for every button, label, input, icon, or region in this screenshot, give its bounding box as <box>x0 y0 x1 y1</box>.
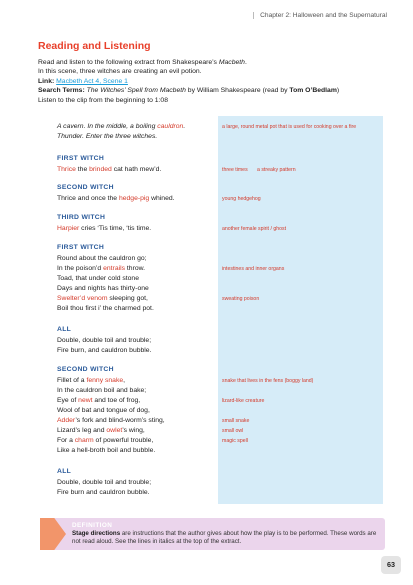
verse-line: Boil thou first i’ the charmed pot. <box>57 305 154 312</box>
stage-text: A cavern. In the middle, a boiling cauldron. <box>57 123 186 130</box>
definition-term: Stage directions <box>72 530 121 537</box>
glossed-word: owlet <box>106 427 123 434</box>
macbeth-link[interactable]: Macbeth Act 4, Scene 1 <box>56 77 128 85</box>
verse-line: Adder’s fork and blind-worm’s sting, small snake <box>57 416 387 426</box>
verse-line: Fire burn and cauldron bubble. <box>57 489 150 496</box>
verse-line: Thrice the brinded cat hath mew’d. three times a streaky pattern <box>57 166 296 173</box>
verse-line: Like a hell-broth boil and bubble. <box>57 447 156 454</box>
intro-block <box>38 58 383 105</box>
glossed-word: cauldron <box>157 123 184 130</box>
glossed-word: Adder <box>57 417 76 424</box>
speaker-heading: SECOND WITCH <box>57 366 114 373</box>
gloss-note: a streaky pattern <box>257 167 296 173</box>
intro-line-1 <box>38 58 383 67</box>
intro-text: . <box>244 59 247 66</box>
gloss-note: a large, round metal pot that is used for cooking over a fire <box>222 124 357 130</box>
verse-line: In the poison’d entrails throw. intestines and inner organs <box>57 264 387 274</box>
gloss-note: small snake <box>222 418 250 424</box>
verse-line: Lizard’s leg and owlet’s wing, small owl <box>57 426 387 436</box>
verse-line: In the cauldron boil and bake; <box>57 387 147 394</box>
speaker-heading: ALL <box>57 326 72 333</box>
search-text: by William Shakespeare (read by <box>185 87 290 95</box>
verse-line: Double, double toil and trouble; <box>57 479 152 486</box>
intro-link-line <box>38 77 383 86</box>
gloss-note: lizard-like creature <box>222 398 265 404</box>
stage-direction-line <box>57 132 387 142</box>
verse-line: Swelter’d venom sleeping got, sweating poison <box>57 294 387 304</box>
definition-text: Stage directions are instructions that the author gives about how the play is to be performed. These words are not read aloud. See the lines in italics at the top of the extract. <box>72 530 377 545</box>
speaker-heading: THIRD WITCH <box>57 214 106 221</box>
gloss-note: young hedgehog <box>222 196 261 202</box>
page-number: 63 <box>381 556 401 574</box>
intro-line-5: Listen to the clip from the beginning to 1:08 <box>38 96 168 104</box>
verse-line: Harpier cries ‘Tis time, ‘tis time. another female spirit / ghost <box>57 224 387 234</box>
verse-line: Wool of bat and tongue of dog, <box>57 407 150 414</box>
search-title: The Witches’ Spell from Macbeth <box>86 87 186 95</box>
verse-line: Thrice and once the hedge-pig whined. young hedgehog <box>57 194 387 204</box>
glossed-word: Harpier <box>57 225 80 232</box>
definition-label: DEFINITION <box>72 522 113 529</box>
glossed-word: charm <box>74 437 94 444</box>
stage-text: Thunder. Enter the three witches. <box>57 133 158 140</box>
gloss-note: magic spell <box>222 438 248 444</box>
gloss-note: intestines and inner organs <box>222 266 285 272</box>
gloss-note: another female spirit / ghost <box>222 226 287 232</box>
verse-line: Round about the cauldron go; <box>57 255 147 262</box>
glossed-word: Swelter’d venom <box>57 295 108 302</box>
intro-text: Read and listen to the following extract from Shakespeare’s <box>38 59 219 66</box>
verse-line: Double, double toil and trouble; <box>57 337 152 344</box>
stage-direction-line <box>57 122 387 132</box>
glossed-word: fenny snake <box>86 377 124 384</box>
glossed-word: hedge-pig <box>118 195 150 202</box>
gloss-note: snake that lives in the fens (boggy land) <box>222 378 314 384</box>
intro-search-line <box>38 86 383 95</box>
search-label: Search Terms: <box>38 87 85 95</box>
gloss-note: small owl <box>222 428 244 434</box>
intro-line-2: In this scene, three witches are creating an evil potion. <box>38 68 202 76</box>
glossed-word: Thrice <box>57 166 76 173</box>
glossed-word: brinded <box>89 166 112 173</box>
verse-line: For a charm of powerful trouble, magic spell <box>57 436 387 446</box>
speaker-heading: FIRST WITCH <box>57 155 105 162</box>
glossed-word: entrails <box>103 265 126 272</box>
gloss-note: sweating poison <box>222 296 260 302</box>
reader-name: Tom O’Bedlam <box>289 87 337 95</box>
verse-line: Eye of newt and toe of frog, lizard-like creature <box>57 396 387 406</box>
verse-line: Toad, that under cold stone <box>57 275 139 282</box>
chapter-header: Chapter 2: Halloween and the Supernatural <box>253 12 387 19</box>
search-text: ) <box>336 87 340 95</box>
section-title: Reading and Listening <box>38 40 151 52</box>
link-label: Link: <box>38 77 55 85</box>
glossed-word: newt <box>78 397 93 404</box>
speaker-heading: SECOND WITCH <box>57 184 114 191</box>
verse-line: Days and nights has thirty-one <box>57 285 149 292</box>
speaker-heading: ALL <box>57 468 72 475</box>
intro-title: Macbeth <box>218 59 245 66</box>
verse-line: Fillet of a fenny snake, snake that lives in the fens (boggy land) <box>57 376 387 386</box>
gloss-note: three times <box>222 167 248 173</box>
verse-line: Fire burn, and cauldron bubble. <box>57 347 152 354</box>
speaker-heading: FIRST WITCH <box>57 244 105 251</box>
